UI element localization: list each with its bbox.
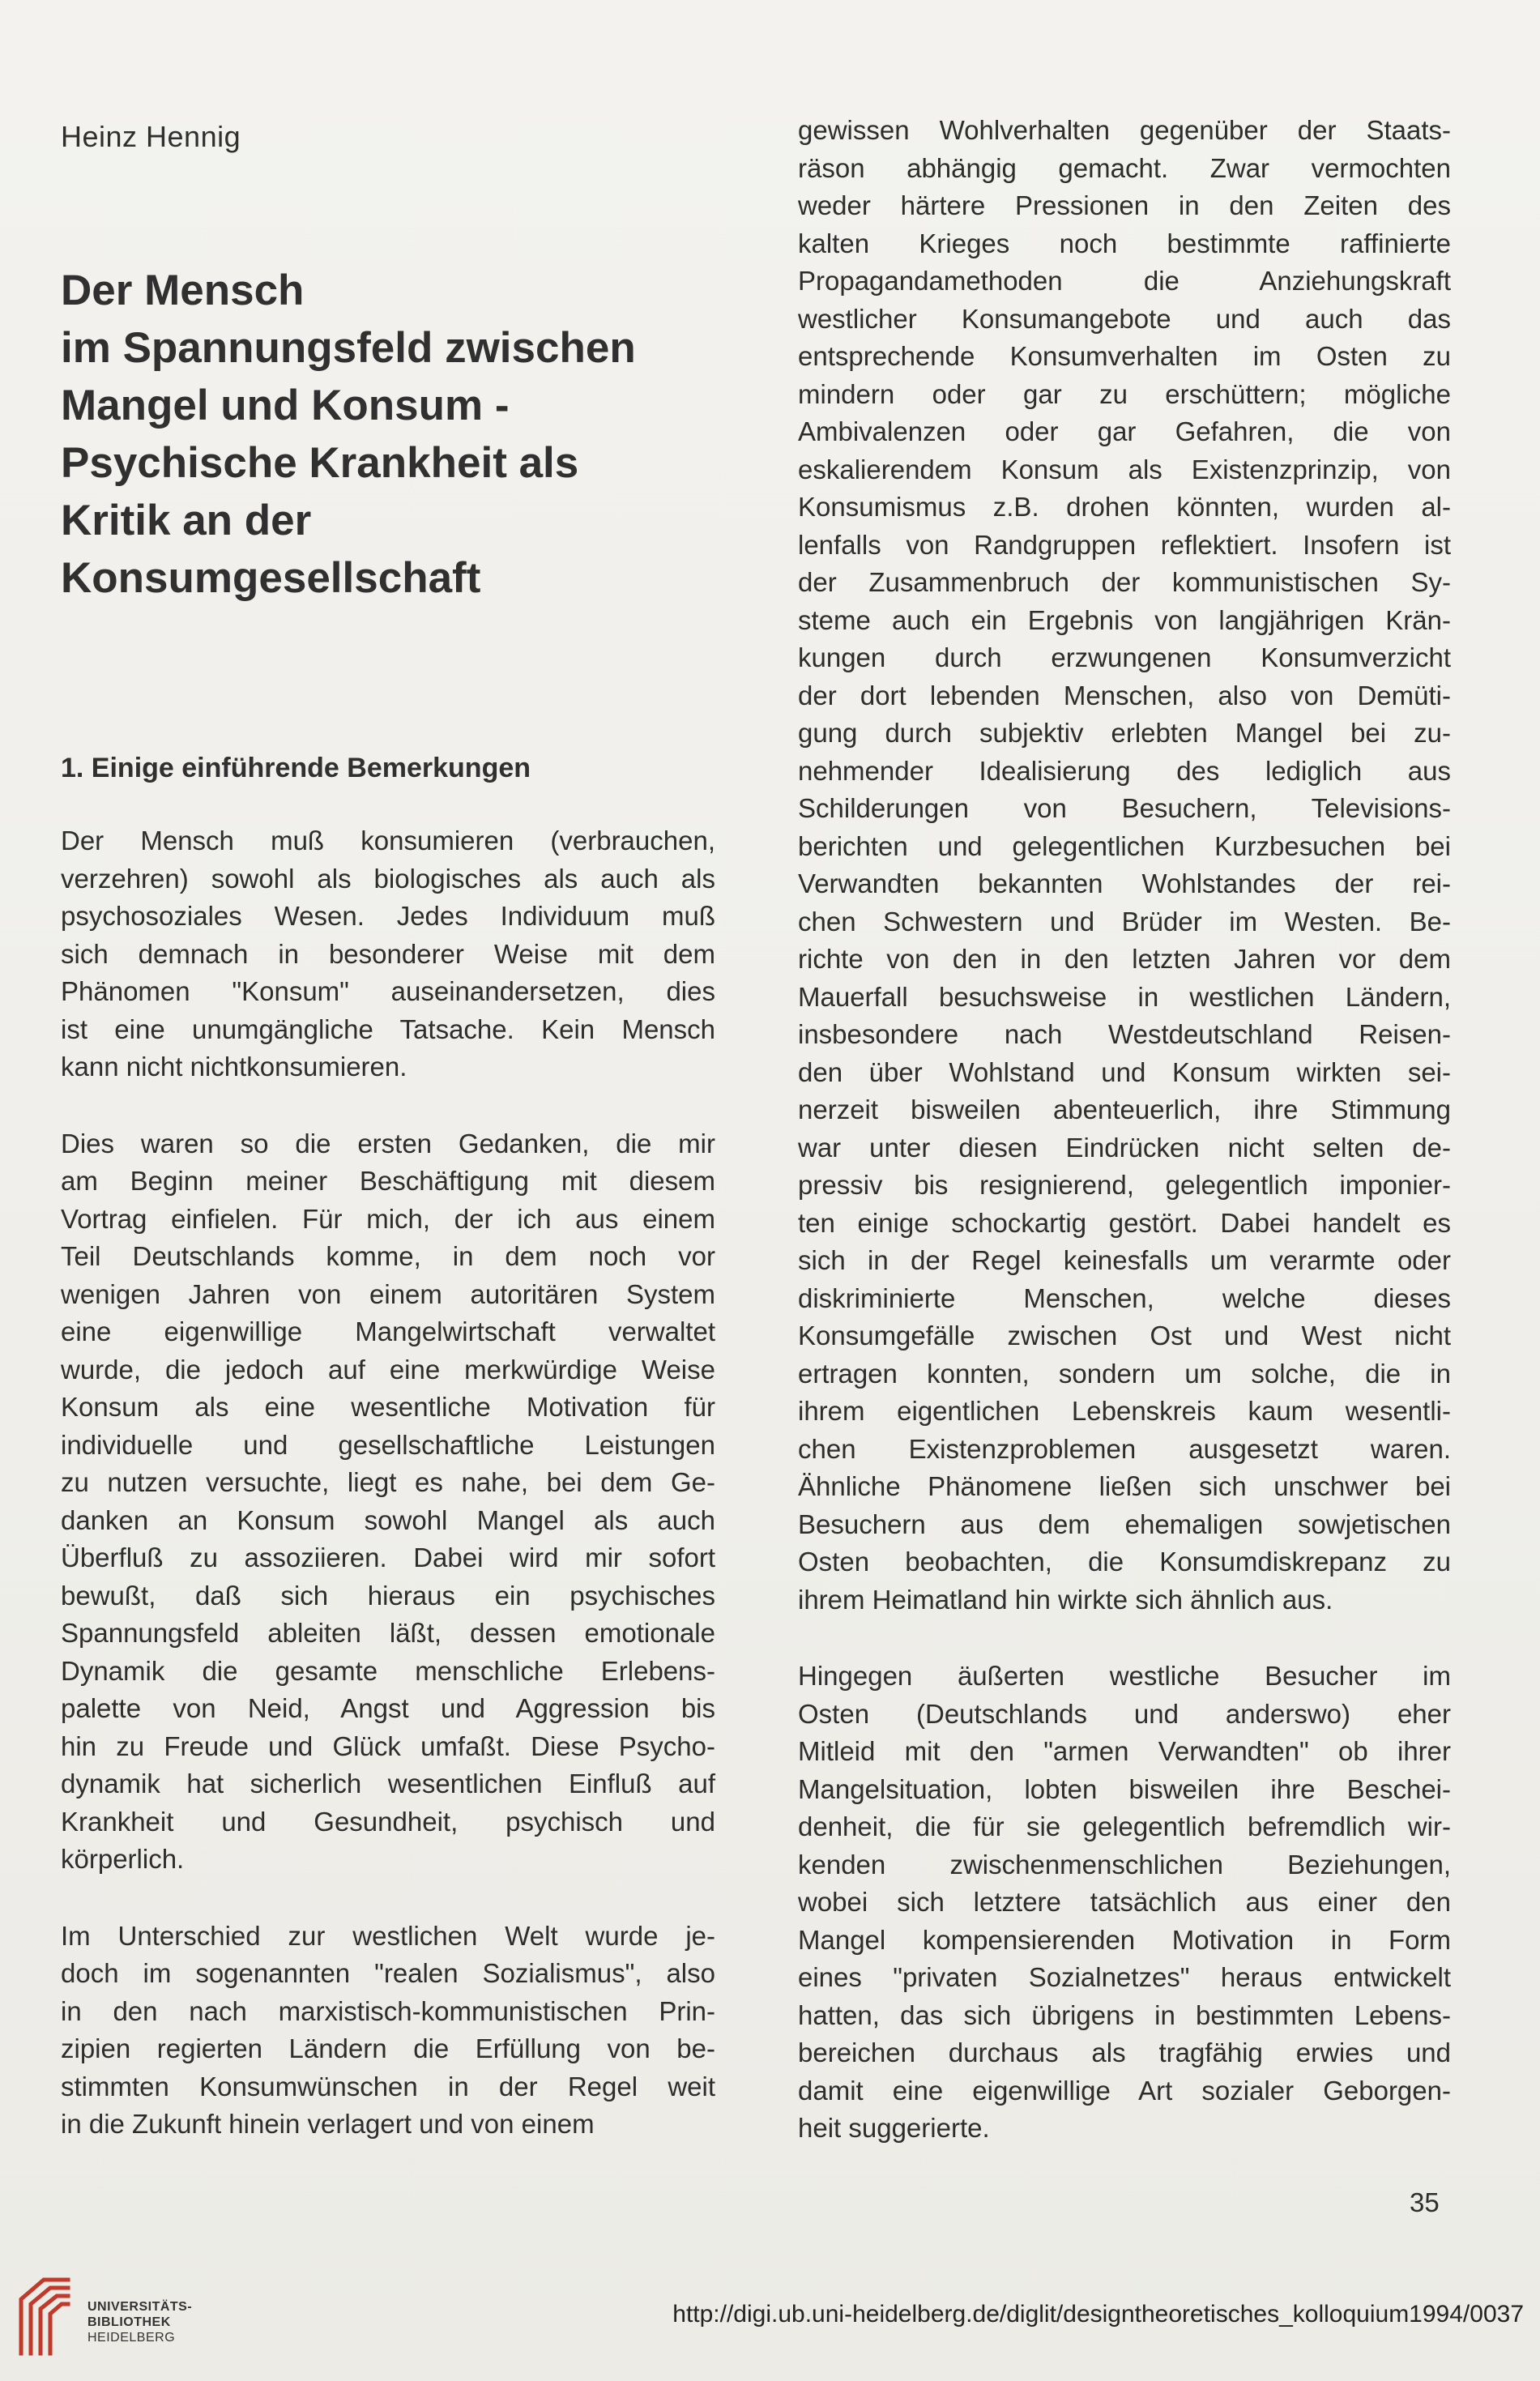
paragraph <box>61 1125 715 1879</box>
text-line: kann nicht nichtkonsumieren. <box>61 1052 407 1082</box>
source-url-link[interactable]: http://digi.ub.uni-heidelberg.de/diglit/designtheoretisches_kolloquium1994/0037 <box>672 2301 1524 2328</box>
text-line: danken an Konsum sowohl Mangel als auch <box>61 1504 715 1535</box>
title-line: Mangel und Konsum - <box>61 382 510 429</box>
text-line: ihrem eigentlichen Lebenskreis kaum wesentli- <box>798 1396 1451 1426</box>
text-line: damit eine eigenwillige Art sozialer Geborgen- <box>798 2075 1451 2106</box>
text-line: der dort lebenden Menschen, also von Demüti- <box>798 680 1451 710</box>
title-line: Kritik an der <box>61 497 312 544</box>
text-line: gung durch subjektiv erlebten Mangel bei zu- <box>798 718 1451 748</box>
text-line: hatten, das sich übrigens in bestimmten Lebens- <box>798 1999 1451 2030</box>
author-name: Heinz Hennig <box>61 120 241 153</box>
text-line: Konsum als eine wesentliche Motivation für <box>61 1392 715 1422</box>
text-line: Im Unterschied zur westlichen Welt wurde je- <box>61 1920 715 1951</box>
text-line: bewußt, daß sich hieraus ein psychisches <box>61 1580 715 1611</box>
text-line: zu nutzen versuchte, liegt es nahe, bei dem Ge- <box>61 1467 715 1497</box>
text-line: war unter diesen Eindrücken nicht selten de- <box>798 1132 1451 1163</box>
article-title <box>61 262 725 607</box>
text-line: kenden zwischenmenschlichen Beziehungen, <box>798 1849 1451 1880</box>
text-line: chen Existenzproblemen ausgesetzt waren. <box>798 1433 1451 1464</box>
text-line: wurde, die jedoch auf eine merkwürdige Weise <box>61 1354 715 1385</box>
text-line: hin zu Freude und Glück umfaßt. Diese Psycho- <box>61 1730 715 1761</box>
paragraph <box>61 822 715 1086</box>
text-line: Phänomen "Konsum" auseinandersetzen, dies <box>61 976 715 1006</box>
title-line: Psychische Krankheit als <box>61 439 579 487</box>
title-line: Der Mensch <box>61 267 305 314</box>
text-line: in die Zukunft hinein verlagert und von einem <box>61 2109 595 2139</box>
text-line: Ambivalenzen oder gar Gefahren, die von <box>798 416 1451 446</box>
left-text-column <box>61 822 715 2183</box>
text-line: ertragen konnten, sondern um solche, die in <box>798 1358 1451 1389</box>
text-line: zipien regierten Ländern die Erfüllung von be- <box>61 2033 715 2063</box>
text-line: ist eine unumgängliche Tatsache. Kein Mensch <box>61 1013 715 1044</box>
text-line: Teil Deutschlands komme, in dem noch vor <box>61 1241 715 1271</box>
text-line: körperlich. <box>61 1844 185 1874</box>
text-line: palette von Neid, Angst und Aggression bis <box>61 1693 715 1723</box>
text-line: sich demnach in besonderer Weise mit dem <box>61 938 715 969</box>
section-heading: 1. Einige einführende Bemerkungen <box>61 753 531 783</box>
text-line: steme auch ein Ergebnis von langjährigen Krän- <box>798 604 1451 635</box>
text-line: psychosoziales Wesen. Jedes Individuum muß <box>61 901 715 931</box>
text-line: ten einige schockartig gestört. Dabei handelt es <box>798 1207 1451 1238</box>
paragraph <box>798 1658 1451 2148</box>
text-line: am Beginn meiner Beschäftigung mit diesem <box>61 1166 715 1196</box>
text-line: verzehren) sowohl als biologisches als auch als <box>61 863 715 894</box>
text-line: Hingegen äußerten westliche Besucher im <box>798 1661 1451 1691</box>
text-line: Krankheit und Gesundheit, psychisch und <box>61 1806 715 1837</box>
text-line: Verwandten bekannten Wohlstandes der rei- <box>798 868 1451 898</box>
text-line: Besuchern aus dem ehemaligen sowjetischen <box>798 1508 1451 1539</box>
text-line: Konsumismus z.B. drohen könnten, wurden al- <box>798 492 1451 522</box>
text-line: Überfluß zu assoziieren. Dabei wird mir sofort <box>61 1543 715 1572</box>
text-line: Ähnliche Phänomene ließen sich unschwer bei <box>798 1471 1451 1501</box>
text-line: Dies waren so die ersten Gedanken, die mir <box>61 1128 715 1158</box>
text-line: Mauerfall besuchsweise in westlichen Ländern, <box>798 981 1451 1012</box>
text-line: den über Wohlstand und Konsum wirkten sei- <box>798 1056 1451 1087</box>
text-line: nerzeit bisweilen abenteuerlich, ihre Stimmung <box>798 1094 1451 1124</box>
text-line: chen Schwestern und Brüder im Westen. Be- <box>798 906 1451 937</box>
text-line: Konsumgefälle zwischen Ost und West nicht <box>798 1321 1451 1351</box>
text-line: gewissen Wohlverhalten gegenüber der Staats- <box>798 115 1451 145</box>
text-line: dynamik hat sicherlich wesentlichen Einfluß auf <box>61 1769 715 1799</box>
text-line: Osten (Deutschlands und anderswo) eher <box>798 1698 1451 1729</box>
text-line: Der Mensch muß konsumieren (verbrauchen, <box>61 826 715 856</box>
text-line: Mangel kompensierenden Motivation in Form <box>798 1924 1451 1955</box>
text-line: pressiv bis resignierend, gelegentlich imponier- <box>798 1170 1451 1200</box>
text-line: diskriminierte Menschen, welche dieses <box>798 1282 1451 1313</box>
text-line: nehmender Idealisierung des lediglich aus <box>798 755 1451 786</box>
text-line: bereichen durchaus als tragfähig erwies und <box>798 2038 1451 2067</box>
text-line: eine eigenwillige Mangelwirtschaft verwaltet <box>61 1316 715 1346</box>
page-number: 35 <box>1410 2187 1440 2217</box>
text-line: Mitleid mit den "armen Verwandten" ob ihrer <box>798 1736 1451 1766</box>
right-text-column <box>798 112 1451 2187</box>
text-line: der Zusammenbruch der kommunistischen Sy- <box>798 567 1451 597</box>
title-line: Konsumgesellschaft <box>61 554 481 602</box>
text-line: insbesondere nach Westdeutschland Reisen- <box>798 1019 1451 1049</box>
text-line: sich in der Regel keinesfalls um verarmte oder <box>798 1245 1451 1275</box>
text-line: Vortrag einfielen. Für mich, der ich aus einem <box>61 1203 715 1234</box>
footer <box>0 2236 1540 2381</box>
text-line: heit suggerierte. <box>798 2113 990 2143</box>
library-logo-icon <box>15 2276 71 2358</box>
text-line: in den nach marxistisch-kommunistischen Prin- <box>61 1995 715 2026</box>
text-line: Spannungsfeld ableiten läßt, dessen emotionale <box>61 1618 715 1648</box>
text-line: Mangelsituation, lobten bisweilen ihre Beschei- <box>798 1773 1451 1804</box>
library-name <box>87 2299 192 2345</box>
title-line: im Spannungsfeld zwischen <box>61 324 636 372</box>
text-line: stimmten Konsumwünschen in der Regel weit <box>61 2071 715 2102</box>
text-line: Propagandamethoden die Anziehungskraft <box>798 266 1451 296</box>
text-line: räson abhängig gemacht. Zwar vermochten <box>798 152 1451 183</box>
text-line: kungen durch erzwungenen Konsumverzicht <box>798 642 1451 672</box>
text-line: doch im sogenannten "realen Sozialismus", also <box>61 1958 715 1988</box>
text-line: kalten Krieges noch bestimmte raffinierte <box>798 228 1451 258</box>
text-line: weder härtere Pressionen in den Zeiten des <box>798 190 1451 220</box>
text-line: eines "privaten Sozialnetzes" heraus entwickelt <box>798 1962 1451 1992</box>
library-name-line: HEIDELBERG <box>87 2331 176 2345</box>
library-name-line: UNIVERSITÄTS- <box>87 2300 193 2314</box>
text-line: Osten beobachten, die Konsumdiskrepanz zu <box>798 1547 1451 1577</box>
text-line: Schilderungen von Besuchern, Televisions- <box>798 793 1451 823</box>
library-name-line: BIBLIOTHEK <box>87 2315 171 2329</box>
paragraph <box>798 112 1451 1619</box>
text-line: wobei sich letztere tatsächlich aus einer den <box>798 1887 1451 1917</box>
text-line: individuelle und gesellschaftliche Leistungen <box>61 1429 715 1460</box>
text-line: berichten und gelegentlichen Kurzbesuchen bei <box>798 830 1451 861</box>
text-line: ihrem Heimatland hin wirkte sich ähnlich aus. <box>798 1584 1333 1615</box>
text-line: Dynamik die gesamte menschliche Erlebens- <box>61 1655 715 1686</box>
text-line: richte von den in den letzten Jahren vor dem <box>798 944 1451 974</box>
paragraph <box>61 1918 715 2144</box>
text-line: wenigen Jahren von einem autoritären System <box>61 1278 715 1309</box>
text-line: denheit, die für sie gelegentlich befremdlich wir- <box>798 1811 1451 1841</box>
text-line: eskalierendem Konsum als Existenzprinzip, von <box>798 454 1451 484</box>
text-line: westlicher Konsumangebote und auch das <box>798 303 1451 334</box>
text-line: lenfalls von Randgruppen reflektiert. Insofern ist <box>798 529 1451 560</box>
text-line: entsprechende Konsumverhalten im Osten zu <box>798 341 1451 371</box>
text-line: mindern oder gar zu erschüttern; mögliche <box>798 378 1451 409</box>
